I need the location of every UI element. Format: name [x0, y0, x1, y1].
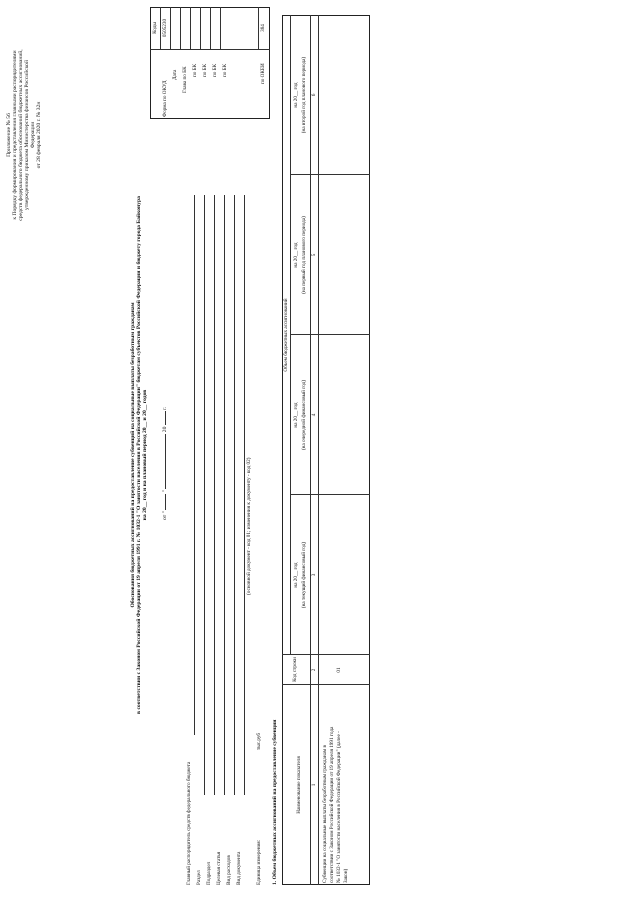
field-main-manager: Главный распорядитель средств федерального бюджета [186, 761, 192, 885]
header-col5-sub: (на первый год планового периода) [301, 216, 307, 294]
appendix-line: к Порядку формирования и представления главными распорядителями [12, 50, 18, 220]
appendix-line: Федерации [30, 121, 36, 149]
appendix-number: Приложение № 56 [6, 113, 12, 157]
label-okei: по ОКЕИ [260, 63, 266, 84]
row-name-line: Закон) [343, 868, 349, 883]
appendix-line: от 28 февраля 2020 г. № 32н [36, 101, 42, 169]
unit-label: Единица измерения: [256, 839, 262, 885]
appendix-line: утвержденному приказом Министерства финансов Российской [24, 60, 30, 210]
date-prefix: от " [162, 511, 168, 520]
field-expense-type: Вид расходов [226, 855, 232, 885]
codes-header: Коды [152, 22, 158, 34]
header-volume: Объем бюджетных ассигнований [283, 298, 289, 372]
field-subsection: Подраздел [206, 861, 212, 885]
col-number: 5 [311, 253, 317, 257]
header-col4-top: на 20__ год [293, 402, 299, 428]
header-col5-top: на 20__ год [293, 242, 299, 268]
label-bk: по БК [222, 63, 228, 77]
header-col4-sub: (на очередной финансовый год) [301, 379, 307, 451]
appendix-line: средств федерального бюджета обоснований бюджетных ассигнований, [18, 49, 24, 221]
row-name-line: Субвенции на социальные выплаты безработным гражданам в [322, 745, 328, 883]
col-number: 3 [311, 573, 317, 577]
unit-value: тыс.руб [256, 732, 262, 750]
label-bk: по БК [212, 63, 218, 77]
label-bk: по БК [192, 63, 198, 77]
title-line-1: Обоснования бюджетных ассигнований на предоставление субвенций на социальные выплаты безработным гражданам [130, 302, 136, 608]
date-mid: " [162, 490, 168, 493]
header-name: Наименование показателя [296, 756, 302, 814]
row-name-line: № 1032-1 "О занятости населения в Российской Федерации" (далее - [336, 731, 342, 883]
date-suffix: г. [162, 406, 168, 410]
col-number: 6 [311, 93, 317, 97]
header-code: Код строки [292, 657, 298, 682]
field-section: Раздел [196, 870, 202, 885]
section1-title: 1. Объем бюджетных ассигнований на предоставление субвенции [272, 719, 278, 885]
header-col6-sub: (на второй год планового периода) [301, 56, 307, 134]
document-title [130, 165, 148, 745]
title-line-2: в соответствии с Законом Российской Федерации от 19 апреля 1991 г. № 1032-1 "О занятости населения в Российской Федерации" бюджетам субъектов Российской Федерации и бюджету города Байконура [136, 196, 142, 714]
date-line [162, 407, 168, 520]
row-code: 01 [336, 667, 342, 673]
col-number: 1 [311, 783, 317, 787]
form-code: 0505230 [162, 18, 168, 38]
col-number: 4 [311, 413, 317, 417]
label-bk: по БК [202, 63, 208, 77]
date-year: 20 [162, 426, 168, 433]
col-number: 2 [311, 668, 317, 672]
header-col6-top: на 20__ год [293, 82, 299, 108]
appendix-block [6, 5, 42, 265]
okei-code: 384 [260, 24, 266, 32]
label-okud: Форма по ОКУД [162, 80, 168, 117]
doc-type-hint: (основной документ - код 01; изменения к документу - код 02) [246, 457, 252, 595]
field-target-item: Целевая статья [216, 851, 222, 885]
row-name [322, 727, 350, 883]
field-doc-type: Вид документа [236, 851, 242, 885]
label-bk-head: Глава по БК [182, 66, 188, 93]
label-date: Дата [172, 69, 178, 80]
title-line-3: на 20__ год и на плановый период 20__ и 20__ годов [142, 389, 148, 521]
header-col3-sub: (на текущий финансовый год) [301, 541, 307, 609]
header-col3-top: на 20__ год [293, 562, 299, 588]
row-name-line: соответствии с Законом Российской Федерации от 19 апреля 1991 года [329, 726, 335, 883]
